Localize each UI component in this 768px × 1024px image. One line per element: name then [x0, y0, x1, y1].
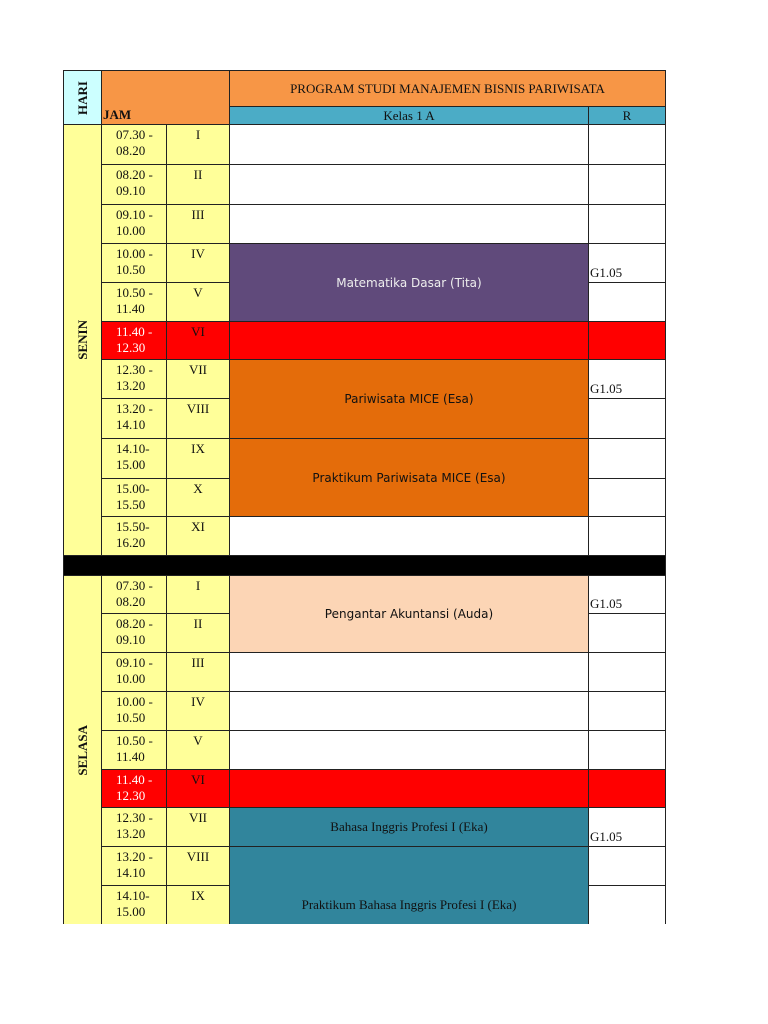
slot-period: VI — [166, 769, 230, 808]
slot-period: VII — [166, 807, 230, 847]
day-cell — [63, 124, 102, 556]
slot-time: 15.50- 16.20 — [101, 516, 167, 556]
room-cell — [588, 613, 666, 653]
day-separator — [63, 555, 666, 576]
break-cell — [229, 769, 589, 808]
program-title: PROGRAM STUDI MANAJEMEN BISNIS PARIWISATA — [229, 70, 666, 107]
room-cell — [588, 478, 666, 517]
room-label: G1.05 — [590, 381, 623, 396]
slot-time: 08.20 - 09.10 — [101, 613, 167, 653]
empty-class-cell — [229, 164, 589, 205]
room-cell — [588, 164, 666, 205]
break-cell — [229, 321, 589, 360]
course-cell: Praktikum Bahasa Inggris Profesi I (Eka) — [229, 846, 589, 924]
room-label: G1.05 — [590, 596, 623, 611]
course-cell: Bahasa Inggris Profesi I (Eka) — [229, 807, 589, 847]
room-cell — [588, 691, 666, 731]
room-cell — [588, 438, 666, 479]
hari-label: HARI — [74, 80, 90, 115]
room-cell — [588, 885, 666, 924]
room-cell — [588, 807, 666, 847]
slot-time: 10.00 - 10.50 — [101, 243, 167, 283]
room-cell — [588, 204, 666, 244]
slot-time: 07.30 - 08.20 — [101, 124, 167, 165]
slot-time: 12.30 - 13.20 — [101, 359, 167, 399]
break-room-cell — [588, 769, 666, 808]
slot-period: X — [166, 478, 230, 517]
room-cell — [588, 282, 666, 322]
room-label: G1.05 — [590, 265, 623, 280]
day-label: SENIN — [74, 320, 90, 360]
slot-time: 10.50 - 11.40 — [101, 282, 167, 322]
slot-period: V — [166, 282, 230, 322]
kelas-header: Kelas 1 A — [229, 106, 589, 125]
empty-class-cell — [229, 204, 589, 244]
slot-period: IV — [166, 243, 230, 283]
slot-period: IV — [166, 691, 230, 731]
course-cell: Pengantar Akuntansi (Auda) — [229, 575, 589, 653]
slot-period: XI — [166, 516, 230, 556]
slot-period: II — [166, 164, 230, 205]
slot-period: IX — [166, 885, 230, 924]
slot-period: VI — [166, 321, 230, 360]
course-cell: Pariwisata MICE (Esa) — [229, 359, 589, 439]
slot-time: 10.50 - 11.40 — [101, 730, 167, 770]
room-cell — [588, 124, 666, 165]
room-header: R — [588, 106, 666, 125]
slot-period: IX — [166, 438, 230, 479]
room-cell — [588, 652, 666, 692]
slot-period: I — [166, 124, 230, 165]
slot-period: II — [166, 613, 230, 653]
course-cell: Praktikum Pariwisata MICE (Esa) — [229, 438, 589, 517]
slot-time: 12.30 - 13.20 — [101, 807, 167, 847]
room-cell — [588, 575, 666, 614]
hari-header — [63, 70, 102, 125]
day-label: SELASA — [74, 724, 90, 776]
room-cell — [588, 730, 666, 770]
empty-class-cell — [229, 124, 589, 165]
course-cell: Matematika Dasar (Tita) — [229, 243, 589, 322]
room-cell — [588, 398, 666, 439]
slot-period: VII — [166, 359, 230, 399]
room-cell — [588, 516, 666, 556]
room-cell — [588, 846, 666, 886]
slot-period: III — [166, 652, 230, 692]
day-cell — [63, 575, 102, 924]
empty-class-cell — [229, 691, 589, 731]
slot-period: VIII — [166, 398, 230, 439]
slot-time: 11.40 - 12.30 — [101, 769, 167, 808]
room-cell — [588, 243, 666, 283]
room-label: G1.05 — [590, 829, 623, 844]
slot-time: 11.40 - 12.30 — [101, 321, 167, 360]
slot-time: 10.00 - 10.50 — [101, 691, 167, 731]
empty-class-cell — [229, 652, 589, 692]
empty-class-cell — [229, 730, 589, 770]
slot-time: 14.10- 15.00 — [101, 438, 167, 479]
slot-period: III — [166, 204, 230, 244]
break-room-cell — [588, 321, 666, 360]
slot-time: 08.20 - 09.10 — [101, 164, 167, 205]
slot-period: VIII — [166, 846, 230, 886]
slot-time: 13.20 - 14.10 — [101, 846, 167, 886]
slot-time: 14.10- 15.00 — [101, 885, 167, 924]
slot-period: V — [166, 730, 230, 770]
slot-period: I — [166, 575, 230, 614]
room-cell — [588, 359, 666, 399]
slot-time: 09.10 - 10.00 — [101, 652, 167, 692]
slot-time: 07.30 - 08.20 — [101, 575, 167, 614]
slot-time: 13.20 - 14.10 — [101, 398, 167, 439]
slot-time: 09.10 - 10.00 — [101, 204, 167, 244]
jam-label: JAM — [103, 107, 132, 122]
jam-header — [101, 70, 230, 125]
slot-time: 15.00- 15.50 — [101, 478, 167, 517]
empty-class-cell — [229, 516, 589, 556]
